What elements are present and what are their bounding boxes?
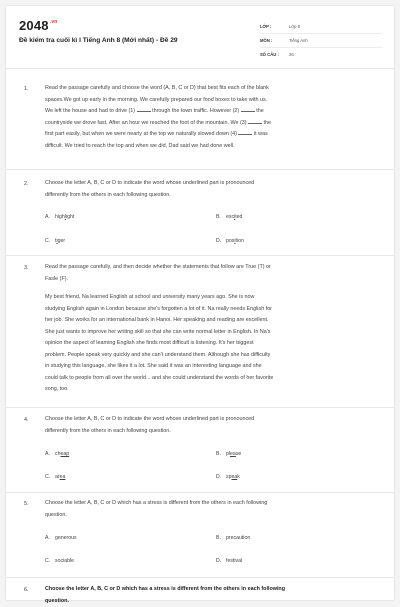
text-line: Fasle (F). (45, 274, 385, 286)
meta-key: SỐ CÂU : (260, 52, 289, 57)
meta-row-class (260, 20, 382, 34)
text-line: My best friend, Na learned English at school and university many years ago. She is now (45, 292, 381, 304)
text-line: could talk to people from all over the world... and she could understand the words of her favorite (45, 373, 381, 385)
meta-row-subject (260, 34, 382, 48)
blank-2[interactable] (241, 106, 255, 112)
divider (6, 492, 394, 493)
text-line: Choose the letter A, B, C or D which has a stress is different from the others in each following (45, 498, 385, 510)
question-number: 6. (24, 587, 29, 593)
question-number: 2. (24, 181, 29, 187)
text-line: Read the passage carefully and choose the word (A, B, C or D) that best fits each of the blank (45, 83, 390, 95)
page-header (6, 6, 394, 69)
option-a[interactable]: A. generous (45, 535, 77, 541)
question-3-text (45, 262, 385, 285)
option-c[interactable]: C. sociable (45, 558, 74, 564)
text-line: Choose the letter A, B, C or D to indicate the word whose underlined part is pronounced (45, 178, 375, 190)
document-page (6, 6, 394, 600)
text-line: first part easily, but when we were nearly at the top we naturally slowed down (4) it was (45, 129, 390, 141)
divider (6, 169, 394, 170)
meta-table (260, 20, 382, 61)
question-1-text (45, 83, 390, 152)
meta-key: LỚP : (260, 24, 289, 29)
option-a[interactable]: A. cheap (45, 451, 69, 457)
meta-row-count (260, 48, 382, 61)
text-line: question. (45, 510, 385, 522)
divider (6, 577, 394, 578)
document-title: Đề kiểm tra cuối kì I Tiếng Anh 8 (Mới nhất) - Đề 29 (19, 37, 178, 44)
text-line: studying English again in London because she's forgotten a lot of it. Na really needs English for (45, 304, 381, 316)
question-4-text (45, 414, 375, 437)
blank-3[interactable] (248, 118, 262, 124)
option-c[interactable]: C. tiger (45, 238, 65, 244)
meta-value: Lớp 8 (289, 24, 300, 29)
option-b[interactable]: B. precaution (216, 535, 250, 541)
text-line: difficult. We tried to reach the top and when we did, Dad said we had done well. (45, 141, 390, 153)
text-line: differently from the others in each following question. (45, 190, 375, 202)
question-number: 3. (24, 265, 29, 271)
text-line: countryside we drove fast. After an hour we reached the foot of the mountain. We (3) the (45, 118, 390, 130)
option-d[interactable]: D. speak (216, 474, 240, 480)
meta-value: Tiếng Anh (289, 38, 308, 43)
option-b[interactable]: B. please (216, 451, 241, 457)
question-number: 4. (24, 417, 29, 423)
question-2-text (45, 178, 375, 201)
option-a[interactable]: A. highlight (45, 214, 74, 220)
option-b[interactable]: B. excited (216, 214, 242, 220)
text-line: differently from the others in each following question. (45, 426, 375, 438)
reading-passage (45, 292, 381, 396)
meta-value: 26 (289, 52, 294, 57)
text-line: question. (45, 596, 390, 607)
text-line: problem. People speak very quickly and she can't understand them. Although she has difficulty (45, 350, 381, 362)
question-6-text (45, 584, 390, 607)
text-line: Read the passage carefully, and then decide whether the statements that follow are True (T) or (45, 262, 385, 274)
text-line: song, too. (45, 384, 381, 396)
text-line: in studying this language, she likes it a lot. She said it was an interesting language and she (45, 361, 381, 373)
text-line: We left the house and had to drive (1) through the town traffic. However (2) the (45, 106, 390, 118)
option-c[interactable]: C. area (45, 474, 65, 480)
text-line: Choose the letter A, B, C or D to indicate the word whose underlined part is pronounced (45, 414, 375, 426)
option-d[interactable]: D. position (216, 238, 244, 244)
text-line: her job. She works for an international bank in Hanoi. Her speaking and reading are excellent. (45, 315, 381, 327)
divider (6, 255, 394, 256)
text-line: She just wants to improve her writing skill so that she can write normal letter in English. In Na's (45, 327, 381, 339)
question-5-text (45, 498, 385, 521)
question-number: 1. (24, 86, 29, 92)
question-number: 5. (24, 501, 29, 507)
text-line: Choose the letter A, B, C or D which has a stress is different from the others in each following (45, 584, 390, 596)
text-line: spaces.We got up early in the morning. We carefully prepared our food boxes to take with us. (45, 95, 390, 107)
site-logo[interactable]: $2048^{.vn}$ (19, 18, 58, 33)
blank-1[interactable] (137, 106, 151, 112)
text-line: opinion the aspect of learning English she finds most difficult is listening. It's her biggest (45, 338, 381, 350)
blank-4[interactable] (238, 129, 252, 135)
meta-key: MÔN : (260, 38, 289, 43)
option-d[interactable]: D. festival (216, 558, 242, 564)
divider (6, 407, 394, 408)
